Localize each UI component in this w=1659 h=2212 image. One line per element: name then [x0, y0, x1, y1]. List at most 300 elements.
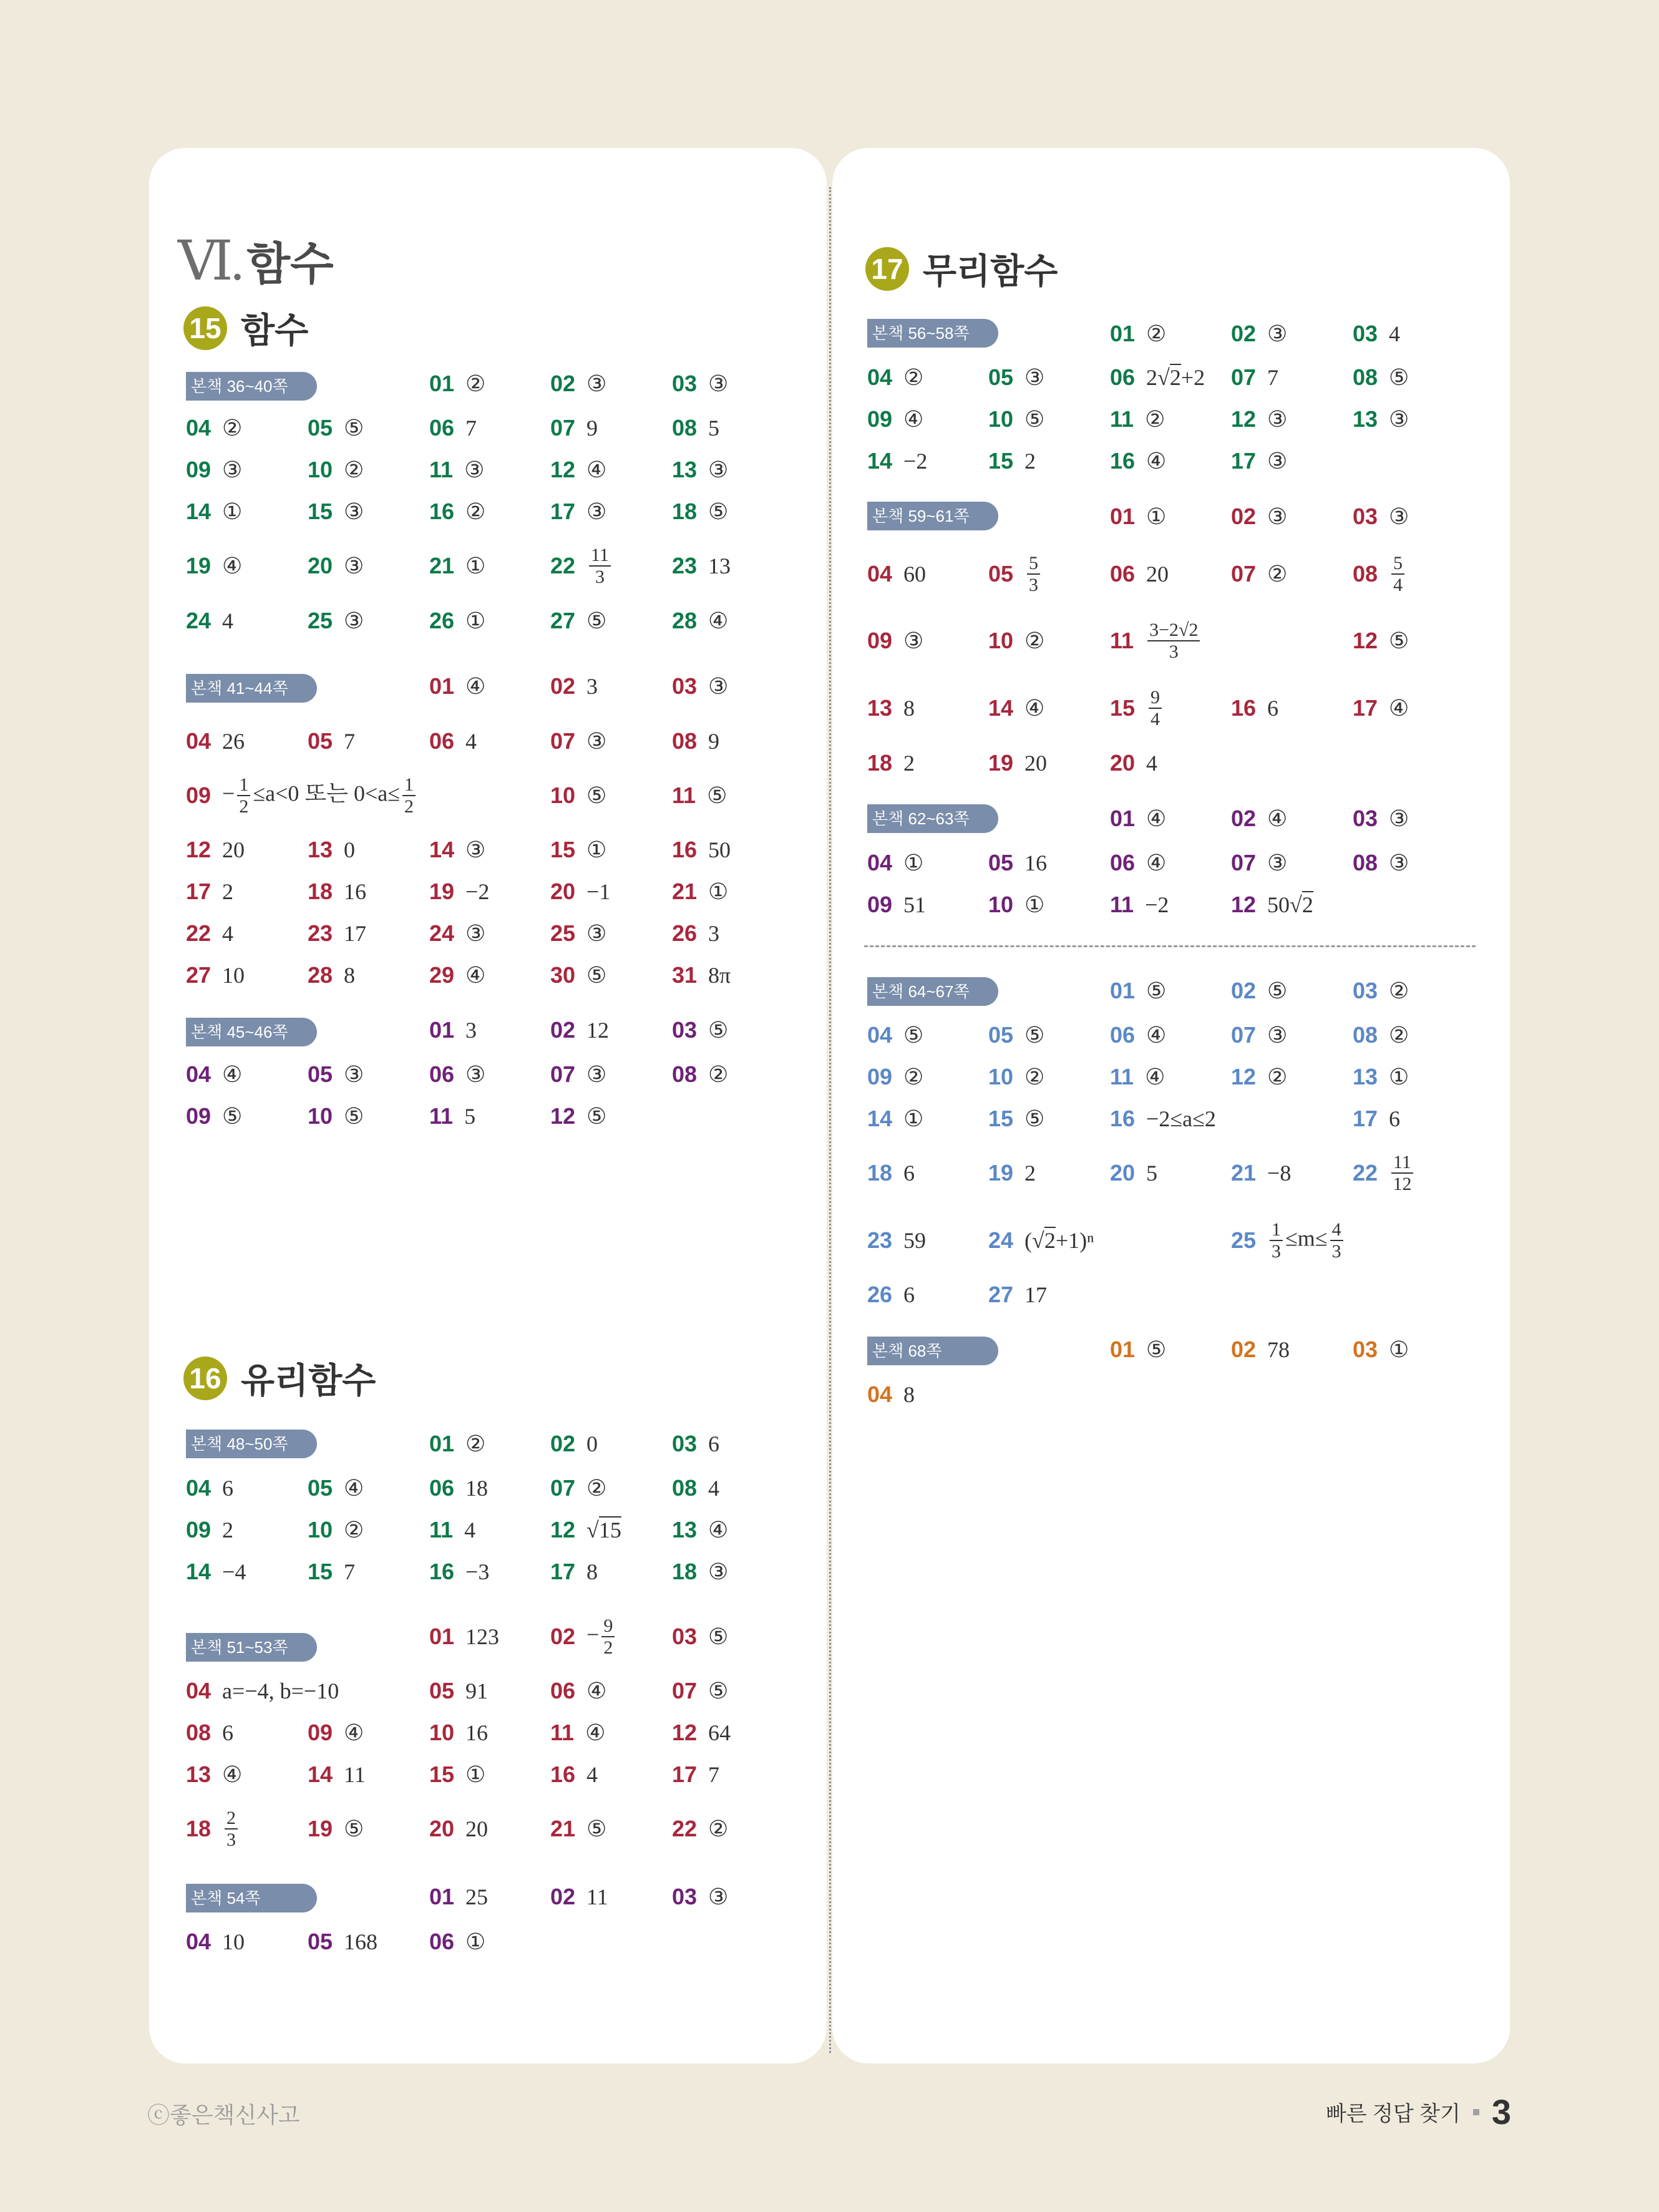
answer-item — [550, 1431, 598, 1457]
answer-item — [1231, 1160, 1291, 1186]
answer-item — [429, 728, 477, 754]
answer-item — [1110, 850, 1166, 876]
question-number: 04 — [186, 1929, 212, 1954]
answer-value: ③ — [465, 1062, 486, 1087]
question-number: 01 — [1110, 978, 1136, 1003]
answer-item — [1110, 321, 1166, 347]
question-number: 13 — [1353, 1064, 1378, 1089]
answer-value: 5 — [1146, 1161, 1158, 1186]
answer-item — [867, 750, 915, 776]
answer-item — [672, 371, 728, 397]
answer-item — [429, 1475, 488, 1501]
answer-item — [1231, 1219, 1346, 1262]
answer-item — [988, 1106, 1044, 1132]
answer-value: ③ — [1267, 449, 1288, 474]
answer-item — [988, 448, 1036, 474]
answer-item — [429, 457, 484, 483]
question-number: 19 — [186, 553, 212, 578]
answer-item — [1110, 687, 1164, 729]
answer-item — [308, 920, 366, 947]
question-number: 08 — [1353, 561, 1378, 587]
answer-value: 8 — [586, 1559, 598, 1584]
question-number: 12 — [550, 1103, 576, 1129]
answer-value: 7 — [708, 1762, 720, 1787]
question-number: 05 — [988, 561, 1014, 587]
question-number: 18 — [308, 879, 333, 904]
question-number: 15 — [308, 1559, 333, 1584]
answer-item — [1231, 850, 1287, 876]
question-number: 02 — [1231, 321, 1257, 346]
answer-item — [867, 1227, 926, 1254]
answer-value: 3 — [586, 674, 598, 699]
answer-item — [867, 1381, 915, 1408]
question-number: 01 — [429, 1884, 455, 1909]
answer-value: − $\frac{9}{2}$ — [586, 1615, 617, 1658]
answer-item — [186, 1517, 233, 1543]
answer-value: ③ — [344, 553, 364, 578]
answer-item — [672, 920, 719, 947]
question-number: 09 — [867, 1064, 893, 1089]
answer-value: ② — [903, 365, 924, 390]
question-number: 05 — [429, 1678, 455, 1703]
answer-value: ③ — [708, 371, 729, 396]
question-number: 01 — [1110, 1337, 1136, 1362]
answer-value: ③ — [586, 371, 607, 396]
answer-item — [550, 1678, 606, 1704]
question-number: 20 — [1110, 1160, 1136, 1186]
question-number: 09 — [186, 457, 212, 482]
question-number: 02 — [550, 1431, 576, 1456]
answer-value: −2 — [1145, 892, 1169, 917]
answer-value: ② — [1024, 628, 1045, 653]
answer-value: ① — [465, 1929, 486, 1954]
answer-item — [308, 1475, 364, 1501]
answer-item — [186, 728, 245, 754]
question-number: 14 — [988, 695, 1014, 721]
question-number: 06 — [550, 1678, 576, 1703]
answer-value: ① — [708, 879, 729, 904]
answer-value: 3 — [708, 921, 720, 946]
answer-item — [308, 499, 364, 525]
question-number: 12 — [186, 837, 212, 862]
question-number: 03 — [672, 673, 698, 699]
answer-item — [988, 628, 1044, 654]
answer-value: 2√2+2 — [1146, 365, 1205, 390]
answer-item — [672, 782, 727, 809]
answer-item — [186, 499, 242, 525]
answer-item — [429, 1624, 499, 1650]
answer-value: ③ — [222, 457, 243, 482]
answer-value: ③ — [903, 628, 924, 653]
answer-value: 78 — [1267, 1337, 1290, 1362]
answer-value: 123 — [465, 1624, 500, 1649]
answer-item — [550, 837, 606, 863]
page-reference-tag: 본책 62~63쪽 — [867, 804, 998, 833]
answer-item — [429, 673, 485, 699]
question-number: 19 — [429, 879, 455, 904]
answer-value: $\frac{5}{3}$ — [1024, 553, 1043, 595]
left-panel — [149, 148, 827, 2063]
answer-item — [867, 628, 923, 654]
answer-value: 4 — [222, 921, 234, 946]
question-number: 05 — [308, 728, 333, 754]
answer-value: 20 — [222, 837, 245, 862]
answer-item — [429, 837, 485, 863]
answer-item — [550, 499, 606, 525]
answer-item — [429, 1884, 488, 1910]
answer-item — [867, 1106, 923, 1132]
page-reference-tag: 본책 59~61쪽 — [867, 502, 998, 530]
answer-item — [1231, 978, 1287, 1004]
answer-item — [429, 1431, 485, 1457]
answer-value: 17 — [344, 921, 367, 946]
question-number: 05 — [988, 364, 1014, 390]
question-number: 14 — [186, 499, 212, 524]
question-number: 24 — [988, 1227, 1014, 1253]
copyright: ⓒ좋은책신사고 — [147, 2102, 300, 2128]
question-number: 03 — [672, 1017, 698, 1043]
question-number: 16 — [429, 499, 455, 524]
answer-item — [867, 561, 926, 587]
answer-item — [308, 1103, 364, 1129]
question-number: 06 — [1110, 561, 1136, 587]
answer-value: ② — [465, 1431, 486, 1456]
answer-item — [1231, 1064, 1287, 1090]
question-number: 05 — [308, 1061, 333, 1087]
answer-value: 2 — [1024, 449, 1036, 474]
answer-item — [672, 1720, 731, 1746]
page-reference-tag: 본책 45~46쪽 — [186, 1018, 317, 1046]
footer-label: 빠른 정답 찾기 — [1325, 2102, 1461, 2126]
answer-item — [1110, 364, 1205, 391]
answer-value: 7 — [344, 729, 356, 754]
question-number: 23 — [867, 1227, 893, 1253]
question-number: 08 — [186, 1720, 212, 1745]
question-number: 18 — [186, 1816, 212, 1841]
answer-item — [1231, 695, 1278, 721]
answer-value: $\frac{9}{4}$ — [1146, 687, 1164, 729]
question-number: 03 — [1353, 321, 1378, 346]
chapter-roman: Ⅵ. — [178, 231, 242, 292]
answer-item — [186, 1929, 245, 1955]
answer-item — [672, 837, 731, 863]
question-number: 17 — [1353, 1106, 1378, 1131]
answer-value: ③ — [465, 921, 486, 946]
answer-item — [550, 1615, 617, 1658]
question-number: 12 — [1353, 628, 1378, 653]
question-number: 01 — [429, 371, 455, 396]
answer-value: ④ — [222, 1762, 243, 1787]
answer-item — [867, 406, 923, 432]
answer-item — [672, 553, 731, 579]
answer-item — [550, 371, 606, 397]
answer-item — [186, 1103, 242, 1129]
question-number: 18 — [867, 750, 893, 776]
question-number: 11 — [1110, 628, 1134, 653]
question-number: 02 — [1231, 806, 1257, 831]
answer-item — [988, 750, 1047, 776]
question-number: 10 — [308, 1103, 333, 1129]
answer-item — [1110, 978, 1166, 1004]
answer-item — [308, 962, 355, 988]
question-number: 09 — [867, 892, 893, 917]
answer-value: ③ — [344, 1062, 364, 1087]
answer-item — [186, 415, 242, 441]
question-number: 26 — [672, 920, 698, 946]
answer-item — [1353, 364, 1409, 391]
answer-item — [308, 728, 355, 754]
question-number: 14 — [867, 1106, 893, 1131]
answer-value: ② — [1389, 1023, 1409, 1048]
answer-value: ④ — [1267, 806, 1288, 831]
question-number: 13 — [672, 457, 698, 482]
answer-item — [672, 728, 719, 754]
answer-item — [550, 457, 606, 483]
question-number: 04 — [186, 415, 212, 441]
answer-item — [988, 1160, 1036, 1186]
answer-item — [867, 850, 923, 876]
answer-item — [988, 1227, 1094, 1254]
answer-item — [308, 1061, 364, 1088]
question-number: 11 — [1110, 406, 1134, 432]
question-number: 10 — [988, 628, 1014, 653]
question-number: 06 — [429, 1929, 455, 1954]
question-number: 17 — [1231, 448, 1257, 474]
answer-item — [308, 1559, 355, 1585]
answer-item — [186, 1475, 233, 1501]
answer-value: ⑤ — [1389, 628, 1409, 653]
answer-item — [867, 448, 927, 474]
answer-value: ⑤ — [1267, 978, 1288, 1003]
question-number: 03 — [672, 1624, 698, 1649]
answer-value: ① — [903, 850, 924, 875]
answer-item — [186, 920, 233, 947]
answer-value: 8 — [344, 963, 356, 988]
question-number: 08 — [1353, 850, 1378, 875]
question-number: 11 — [429, 457, 454, 482]
answer-item — [308, 457, 364, 483]
answer-value: 5 — [708, 416, 720, 441]
answer-item — [867, 1282, 915, 1308]
answer-item — [1231, 892, 1313, 918]
answer-value: 4 — [586, 1762, 598, 1787]
question-number: 21 — [672, 879, 698, 904]
answer-value: ④ — [1146, 1023, 1167, 1048]
answer-item — [308, 553, 364, 579]
question-number: 14 — [867, 448, 893, 474]
answer-item — [1110, 561, 1169, 587]
answer-value: $\frac{11}{12}$ — [1389, 1152, 1416, 1194]
question-number: 07 — [1231, 1022, 1257, 1048]
question-number: 15 — [429, 1761, 455, 1787]
answer-item — [1353, 695, 1409, 721]
answer-value: ④ — [708, 608, 729, 633]
lesson-name: 무리함수 — [923, 251, 1058, 291]
answer-value: − $\frac{1}{2}$ ≤a<0 또는 0<a≤ $\frac{1}{2}$ — [222, 774, 418, 817]
question-number: 04 — [867, 1022, 893, 1048]
answer-item — [1110, 1337, 1166, 1363]
answer-value: 9 — [708, 729, 720, 754]
question-number: 01 — [429, 1431, 455, 1456]
answer-item — [1353, 1152, 1416, 1194]
question-number: 23 — [672, 553, 698, 578]
answer-value: ⑤ — [708, 1624, 729, 1649]
question-number: 05 — [988, 1022, 1014, 1048]
question-number: 17 — [550, 1559, 576, 1584]
question-number: 28 — [672, 608, 698, 633]
answer-value: 9 — [586, 416, 598, 441]
answer-value: 6 — [222, 1720, 234, 1745]
answer-item — [550, 1884, 608, 1910]
answer-value: ③ — [1389, 504, 1409, 529]
answer-item — [1110, 406, 1165, 432]
answer-value: ③ — [1389, 806, 1409, 831]
answer-item — [429, 1103, 475, 1129]
answer-item — [429, 553, 485, 579]
answer-value: ④ — [903, 407, 924, 432]
answer-value: ⑤ — [708, 1678, 729, 1703]
lesson-15-title — [183, 303, 308, 353]
answer-item — [429, 1061, 485, 1088]
answer-value: ③ — [1389, 850, 1409, 875]
answer-item — [988, 406, 1044, 432]
answer-value: ③ — [344, 499, 364, 524]
answer-item — [550, 608, 606, 634]
answer-value: 6 — [903, 1161, 915, 1186]
question-number: 31 — [672, 962, 698, 988]
answer-value: ① — [465, 553, 486, 578]
answer-value: 6 — [1389, 1106, 1401, 1131]
question-number: 05 — [308, 415, 333, 441]
answer-value: 8 — [903, 1382, 915, 1407]
question-number: 01 — [429, 1017, 455, 1043]
answer-item — [672, 1431, 719, 1457]
answer-value: ⑤ — [222, 1104, 243, 1129]
question-number: 16 — [550, 1761, 576, 1787]
question-number: 02 — [1231, 504, 1257, 529]
question-number: 29 — [429, 962, 455, 988]
question-number: 21 — [429, 553, 455, 578]
answer-item — [308, 1761, 366, 1788]
answer-value: ⑤ — [1389, 365, 1409, 390]
question-number: 10 — [988, 892, 1014, 917]
question-number: 27 — [550, 608, 576, 633]
page-reference-tag: 본책 41~44쪽 — [186, 674, 317, 703]
answer-item — [1231, 561, 1287, 587]
answer-value: 4 — [1389, 321, 1401, 346]
answer-value: ⑤ — [586, 1816, 607, 1841]
answer-value: $\frac{3-2√2}{3}$ — [1145, 620, 1202, 662]
answer-value: 6 — [708, 1431, 720, 1456]
answer-item — [1353, 1064, 1409, 1090]
question-number: 02 — [1231, 978, 1257, 1003]
answer-value: $\frac{5}{4}$ — [1389, 553, 1407, 595]
answer-item — [429, 920, 485, 947]
answer-value: ② — [903, 1065, 924, 1089]
question-number: 09 — [186, 1517, 212, 1542]
question-number: 14 — [308, 1761, 333, 1787]
answer-item — [429, 371, 485, 397]
answer-item — [1353, 553, 1407, 595]
answer-item — [1353, 850, 1409, 876]
question-number: 06 — [429, 728, 455, 754]
question-number: 20 — [550, 879, 576, 904]
answer-item — [429, 1017, 477, 1043]
question-number: 15 — [988, 1106, 1014, 1131]
answer-value: 2 — [1024, 1161, 1036, 1186]
answer-value: ② — [1146, 321, 1167, 346]
answer-item — [1353, 1106, 1400, 1132]
question-number: 27 — [988, 1282, 1014, 1307]
answer-value: ④ — [1145, 1065, 1165, 1089]
question-number: 14 — [186, 1559, 212, 1584]
question-number: 14 — [429, 837, 455, 862]
answer-item — [988, 364, 1044, 391]
question-number: 07 — [672, 1678, 698, 1703]
answer-item — [550, 920, 606, 947]
lesson-badge: 16 — [183, 1357, 227, 1400]
answer-value: ③ — [586, 921, 607, 946]
answer-value: ③ — [1024, 365, 1045, 390]
question-number: 12 — [550, 457, 576, 482]
question-number: 03 — [672, 371, 698, 396]
answer-item — [550, 1017, 609, 1043]
answer-item — [308, 608, 364, 634]
answer-item — [308, 879, 366, 905]
question-number: 11 — [550, 1720, 575, 1745]
question-number: 09 — [186, 1103, 212, 1129]
answer-value: 4 — [708, 1476, 720, 1501]
answer-value: 25 — [465, 1884, 489, 1909]
answer-item — [186, 879, 233, 905]
question-number: 25 — [308, 608, 333, 633]
question-number: 08 — [1353, 1022, 1378, 1048]
answer-item — [1231, 806, 1287, 832]
answer-value: 10 — [222, 963, 245, 988]
question-number: 04 — [867, 850, 893, 875]
answer-value: 168 — [344, 1929, 378, 1954]
question-number: 08 — [672, 415, 698, 441]
answer-item — [672, 499, 728, 525]
answer-item — [672, 1017, 728, 1043]
page-reference-tag: 본책 51~53쪽 — [186, 1633, 317, 1662]
answer-item — [1353, 406, 1409, 432]
page-reference-tag: 본책 48~50쪽 — [186, 1430, 317, 1458]
answer-item — [308, 837, 355, 863]
lesson-name: 유리함수 — [241, 1361, 376, 1400]
question-number: 03 — [1353, 504, 1378, 529]
question-number: 03 — [1353, 1337, 1378, 1362]
answer-value: ② — [1267, 1065, 1288, 1089]
question-number: 12 — [672, 1720, 698, 1745]
answer-value: $\frac{2}{3}$ — [222, 1808, 240, 1850]
answer-item — [1353, 321, 1400, 347]
question-number: 22 — [186, 920, 212, 946]
question-number: 13 — [186, 1761, 212, 1787]
question-number: 04 — [186, 1475, 212, 1501]
question-number: 10 — [308, 1517, 333, 1542]
answer-value: 13 — [708, 553, 731, 578]
answer-item — [429, 1559, 489, 1585]
answer-value: ③ — [1389, 407, 1409, 432]
answer-item — [1231, 364, 1278, 391]
answer-item — [988, 892, 1044, 918]
answer-value: ⑤ — [903, 1023, 924, 1048]
answer-value: ③ — [586, 729, 607, 754]
question-number: 17 — [1353, 695, 1378, 721]
answer-value: 64 — [708, 1720, 731, 1745]
answer-item — [867, 1064, 923, 1090]
